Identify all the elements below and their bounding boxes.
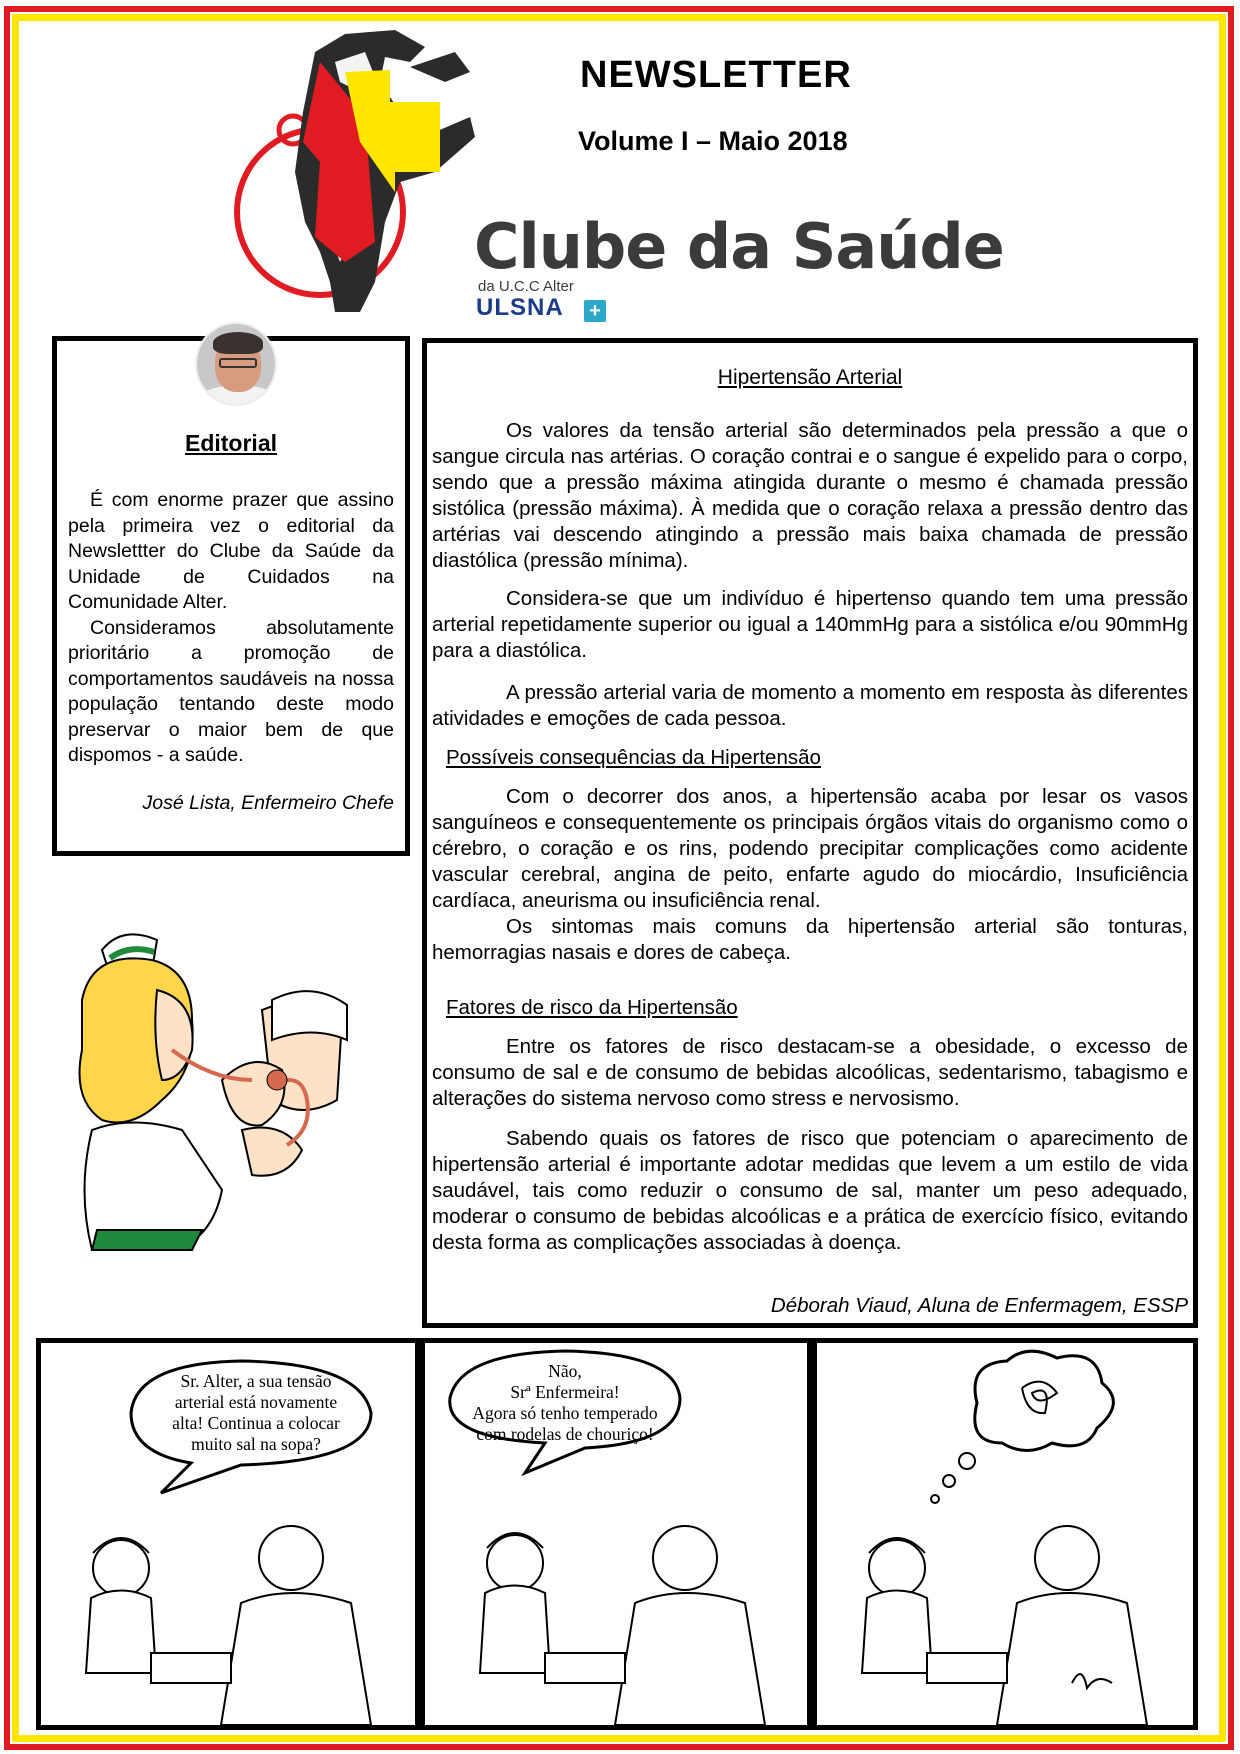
- comic-dialogue-line: Agora só tenho temperado: [472, 1403, 658, 1423]
- comic-dialogue-line: Não,: [548, 1361, 582, 1381]
- editorial-signature: José Lista, Enfermeiro Chefe: [142, 792, 394, 814]
- comic-dialogue-line: Sr. Alter, a sua tensão: [180, 1371, 332, 1391]
- article-paragraph: Sabendo quais os fatores de risco que potenciam o aparecimento de hipertensão arterial é importante adotar medidas que levem a um estilo de vida saudável, tais como reduzir o consumo de sal, manter um peso adequado, moderar o consumo de bebidas alcoólicas e a prática de exercício físico, evitando desta forma as complicações associadas à doença.: [432, 1127, 1188, 1254]
- article-subtitle-consequences: Possíveis consequências da Hipertensão: [446, 746, 821, 769]
- newsletter-volume: Volume I – Maio 2018: [578, 126, 848, 156]
- comic-scene-3-illustration: [817, 1343, 1193, 1725]
- comic-dialogue-line: muito sal na sopa?: [191, 1434, 321, 1454]
- comic-dialogue-line: alta! Continua a colocar: [172, 1413, 340, 1433]
- editorial-paragraph: Consideramos absolutamente prioritário a promoção de comportamentos saudáveis na nossa população tentando deste modo preservar o maior bem de que dispomos - a saúde.: [68, 616, 394, 766]
- ulsna-logo: ULSNA: [476, 294, 564, 321]
- article-paragraph: Os valores da tensão arterial são determinados pela pressão a que o sangue circula nas artérias. O coração contrai e o sangue é expelido para o corpo, sendo que a pressão máxima atingida durante o mesmo é chamada pressão sistólica (pressão máxima). À medida que o coração relaxa a pressão dentro das artérias vai descendo atingindo a pressão mais baixa chamada de pressão diastólica (pressão mínima).: [432, 419, 1188, 572]
- newsletter-title: NEWSLETTER: [580, 54, 852, 96]
- article-paragraph: Os sintomas mais comuns da hipertensão arterial são tonturas, hemorragias nasais e dores de cabeça.: [432, 915, 1188, 964]
- editorial-paragraph: É com enorme prazer que assino pela primeira vez o editorial da Newslettter do Clube da Saúde da Unidade de Cuidados na Comunidade Alter.: [68, 489, 394, 613]
- article-paragraph: Considera-se que um indivíduo é hipertenso quando tem uma pressão arterial repetidamente superior ou igual a 140mmHg para a sistólica e/ou 90mmHg para a diastólica.: [432, 587, 1188, 662]
- comic-panel-1: [36, 1338, 420, 1730]
- article-signature: Déborah Viaud, Aluna de Enfermagem, ESSP: [770, 1294, 1188, 1317]
- comic-panel-2: [420, 1338, 812, 1730]
- article-paragraph: Entre os fatores de risco destacam-se a obesidade, o excesso de consumo de sal e de consumo de bebidas alcoólicas, sedentarismo, tabagismo e alterações do sistema nervoso como stress e nervosismo.: [432, 1035, 1188, 1110]
- brand-subtitle: da U.C.C Alter: [478, 278, 574, 295]
- editorial-body: [68, 488, 394, 769]
- article-title: Hipertensão Arterial: [717, 366, 903, 389]
- article-paragraph: A pressão arterial varia de momento a momento em resposta às diferentes atividades e emoções de cada pessoa.: [432, 681, 1188, 730]
- nurse-measuring-pressure-illustration: [72, 930, 402, 1260]
- comic-panel-3: [812, 1338, 1198, 1730]
- ulsna-plus-icon: +: [584, 300, 606, 322]
- comic-dialogue-line: Srª Enfermeira!: [510, 1382, 620, 1402]
- article-subtitle-risk-factors: Fatores de risco da Hipertensão: [446, 996, 738, 1019]
- article-paragraph: Com o decorrer dos anos, a hipertensão acaba por lesar os vasos sanguíneos e consequentemente os principais órgãos vitais do organismo como o cérebro, o coração e os rins, podendo precipitar complicações como acidente vascular cerebral, angina de peito, enfarte agudo do miocárdio, Insuficiência cardíaca, aneurisma ou insuficiência renal.: [432, 785, 1188, 912]
- brand-name: Clube da Saúde: [474, 210, 1004, 283]
- comic-dialogue-line: com rodelas de chouriço!: [476, 1424, 654, 1444]
- comic-dialogue-line: arterial está novamente: [174, 1392, 338, 1412]
- avatar: [195, 322, 277, 406]
- editorial-title: Editorial: [184, 430, 277, 456]
